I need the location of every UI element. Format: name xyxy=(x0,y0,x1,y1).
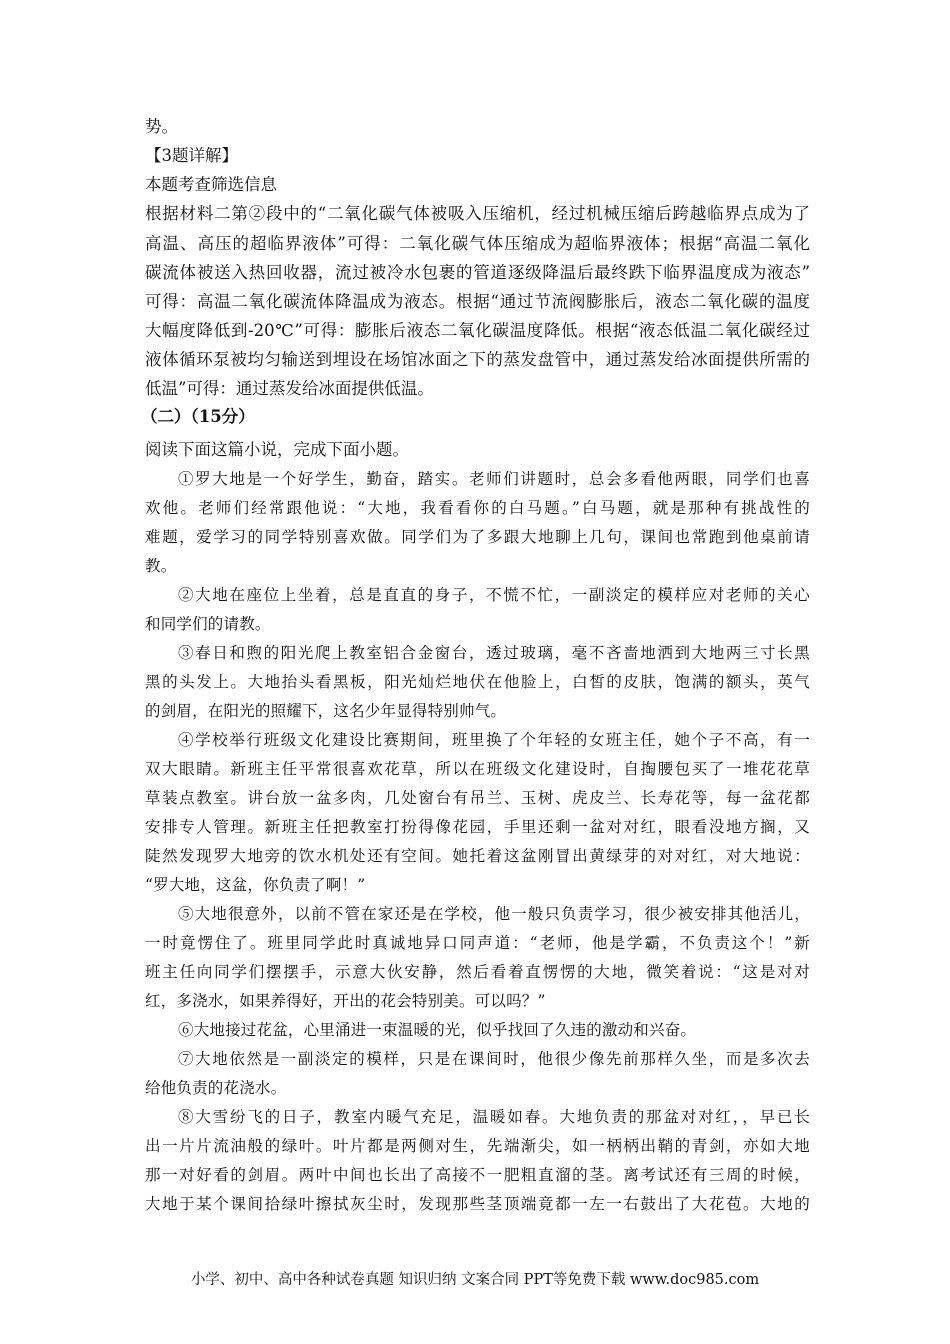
section-heading: （二）（15分） xyxy=(141,407,255,426)
novel-line: 双大眼睛。新班主任平常很喜欢花草，所以在班级文化建设时，自掏腰包买了一堆花花草 xyxy=(145,760,810,778)
novel-line: ④学校举行班级文化建设比赛期间，班里换了个年轻的女班主任，她个子不高，有一 xyxy=(178,731,810,749)
novel-line: ⑦大地依然是一副淡定的模样，只是在课间时，他很少像先前那样久坐，而是多次去 xyxy=(178,1050,810,1068)
explain-line: 可得：高温二氧化碳流体降温成为液态。根据“通过节流阀膨胀后，液态二氧化碳的温度 xyxy=(145,292,810,311)
novel-line: 班主任向同学们摆摆手，示意大伙安静，然后看着直愣愣的大地，微笑着说：“这是对对 xyxy=(145,963,810,981)
novel-line: “罗大地，这盆，你负责了啊！” xyxy=(145,876,366,894)
novel-line: ①罗大地是一个好学生，勤奋，踏实。老师们讲题时，总会多看他两眼，同学们也喜 xyxy=(178,470,810,488)
novel-line: 一时竟愣住了。班里同学此时真诚地异口同声道：“老师，他是学霸，不负责这个！”新 xyxy=(145,934,810,952)
page-footer: 小学、初中、高中各种试卷真题 知识归纳 文案合同 PPT等免费下载 www.doc985.com xyxy=(190,1272,760,1288)
novel-line: ⑧大雪纷飞的日子，教室内暖气充足，温暖如春。大地负责的那盆对对红，，早已长 xyxy=(178,1108,810,1126)
novel-line: ③春日和煦的阳光爬上教室铝合金窗台，透过玻璃，毫不吝啬地洒到大地两三寸长黑 xyxy=(178,644,810,662)
novel-line: 黑的头发上。大地抬头看黑板，阳光灿烂地伏在他脸上，白皙的皮肤，饱满的额头，英气 xyxy=(145,673,810,691)
explain-line: 大幅度降低到-20℃”可得：膨胀后液态二氧化碳温度降低。根据“液态低温二氧化碳经过 xyxy=(145,321,810,340)
explain-line: 本题考查筛选信息 xyxy=(145,175,277,194)
novel-line: ②大地在座位上坐着，总是直直的身子，不慌不忙，一副淡定的模样应对老师的关心 xyxy=(178,586,810,604)
novel-line: 和同学们的请教。 xyxy=(145,615,271,633)
novel-line: 教。 xyxy=(145,557,177,575)
novel-line: 陡然发现罗大地旁的饮水机处还有空间。她托着这盆刚冒出黄绿芽的对对红，对大地说： xyxy=(145,847,810,865)
explain-line: 根据材料二第②段中的“二氧化碳气体被吸入压缩机，经过机械压缩后跨越临界点成为了 xyxy=(145,204,810,223)
novel-line: 欢他。老师们经常跟他说：“大地，我看看你的白马题。”白马题，就是那种有挑战性的 xyxy=(145,499,810,517)
novel-line: 那一对好看的剑眉。两叶中间也长出了高接不一肥粗直溜的茎。离考试还有三周的时候， xyxy=(145,1166,810,1184)
explain-line: 【3题详解】 xyxy=(145,146,238,165)
explain-line: 势。 xyxy=(145,117,178,136)
explain-line: 高温、高压的超临界液体”可得：二氧化碳气体压缩成为超临界液体；根据“高温二氧化 xyxy=(145,234,810,253)
novel-line: 给他负责的花浇水。 xyxy=(145,1079,287,1097)
explain-line: 低温”可得：通过蒸发给冰面提供低温。 xyxy=(145,379,434,398)
novel-line: 草装点教室。讲台放一盆多肉，几处窗台有吊兰、玉树、虎皮兰、长寿花等，每一盆花都 xyxy=(145,789,810,807)
novel-line: ⑤大地很意外，以前不管在家还是在学校，他一般只负责学习，很少被安排其他活儿， xyxy=(178,905,810,923)
novel-line: 大地于某个课间拾绿叶擦拭灰尘时，发现那些茎顶端竟都一左一右鼓出了大花苞。大地的 xyxy=(145,1195,810,1213)
explain-line: 碳流体被送入热回收器，流过被冷水包裹的管道逐级降温后最终跌下临界温度成为液态” xyxy=(145,263,810,282)
section-instruction: 阅读下面这篇小说，完成下面小题。 xyxy=(145,440,409,459)
explain-line: 液体循环泵被均匀输送到埋设在场馆冰面之下的蒸发盘管中，通过蒸发给冰面提供所需的 xyxy=(145,350,810,369)
novel-line: 出一片片流油般的绿叶。叶片都是两侧对生，先端渐尖，如一柄柄出鞘的青剑，亦如大地 xyxy=(145,1137,810,1155)
novel-line: 安排专人管理。新班主任把教室打扮得像花园，手里还剩一盆对对红，眼看没地方搁，又 xyxy=(145,818,810,836)
novel-line: 红，多浇水，如果养得好，开出的花会特别美。可以吗？” xyxy=(145,992,546,1010)
novel-line: 的剑眉，在阳光的照耀下，这名少年显得特别帅气。 xyxy=(145,702,507,720)
novel-line: 难题，爱学习的同学特别喜欢做。同学们为了多跟大地聊上几句，课间也常跑到他桌前请 xyxy=(145,528,810,546)
novel-line: ⑥大地接过花盆，心里涌进一束温暖的光，似乎找回了久违的激动和兴奋。 xyxy=(178,1021,697,1039)
